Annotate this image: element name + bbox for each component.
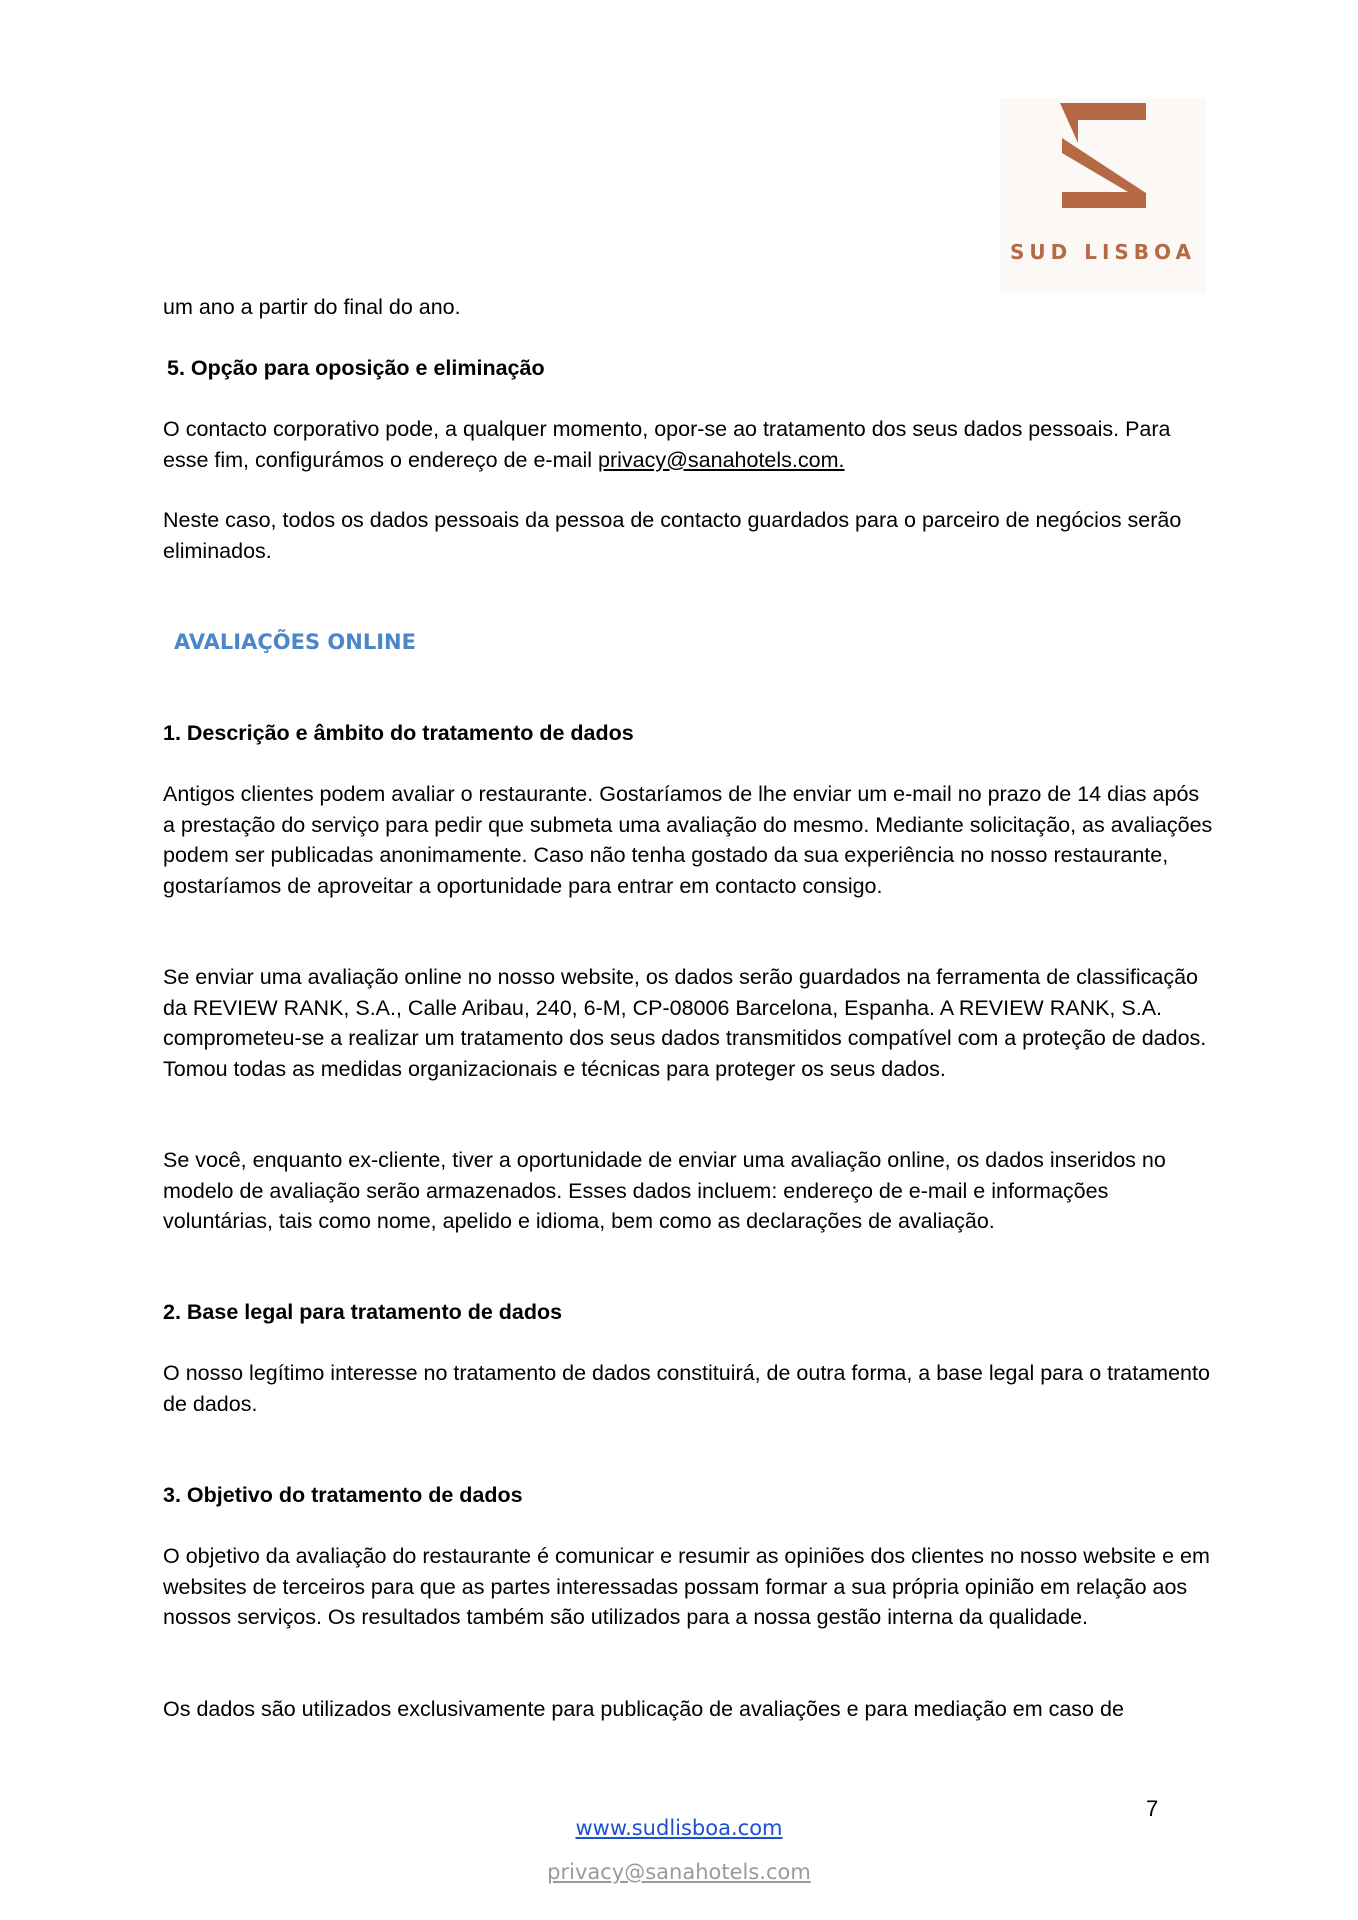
paragraph: O nosso legítimo interesse no tratamento de dados constituirá, de outra forma, a base legal para o tratamento de dados. [163, 1361, 1210, 1416]
section-heading: 2. Base legal para tratamento de dados [163, 1300, 563, 1324]
paragraph: O objetivo da avaliação do restaurante é comunicar e resumir as opiniões dos clientes no nosso website e em websites de terceiros para que as partes interessadas possam formar a sua própria opinião em relação aos nossos serviços. Os resultados também são utilizados para a nossa gestão interna da qualidade. [163, 1544, 1210, 1629]
s-monogram-icon [1000, 98, 1206, 238]
heading-description [163, 718, 1213, 749]
heading-objective [163, 1480, 1213, 1511]
privacy-email-link[interactable]: privacy@sanahotels.com. [598, 447, 845, 472]
objective-paragraph-1 [163, 1541, 1213, 1633]
footer-website-link[interactable]: www.sudlisboa.com [575, 1816, 783, 1840]
paragraph: Neste caso, todos os dados pessoais da pessoa de contacto guardados para o parceiro de negócios serão eliminados. [163, 508, 1182, 563]
paragraph-text: O contacto corporativo pode, a qualquer momento, opor-se ao tratamento dos seus dados pessoais. Para esse fim, configurámos o endereço de e-mail [163, 417, 1171, 472]
paragraph: Antigos clientes podem avaliar o restaurante. Gostaríamos de lhe enviar um e-mail no prazo de 14 dias após a prestação do serviço para pedir que submeta uma avaliação do mesmo. Mediante solicitação, as avaliações podem ser publicadas anonimamente. Caso não tenha gostado da sua experiência no nosso restaurante, gostaríamos de aproveitar a oportunidade para entrar em contacto consigo. [163, 782, 1213, 898]
footer-email-link[interactable]: privacy@sanahotels.com [547, 1860, 811, 1884]
logo-wordmark: SUD LISBOA [1010, 240, 1196, 264]
opposition-paragraph-1 [163, 414, 1213, 475]
section-heading: 5. Opção para oposição e eliminação [167, 356, 545, 380]
paragraph [163, 414, 1213, 475]
opposition-paragraph-2 [163, 505, 1213, 566]
section-heading: 3. Objetivo do tratamento de dados [163, 1483, 523, 1507]
page-number: 7 [1146, 1796, 1159, 1821]
paragraph: Se enviar uma avaliação online no nosso website, os dados serão guardados na ferramenta de classificação da REVIEW RANK, S.A., Calle Aribau, 240, 6-M, CP-08006 Barcelona, Espanha. A REVIEW RANK, S.A. comprometeu-se a realizar um tratamento dos seus dados transmitidos compatível com a proteção de dados. Tomou todas as medidas organizacionais e técnicas para proteger os seus dados. [163, 965, 1207, 1081]
section-title-online-reviews: AVALIAÇÕES ONLINE [174, 630, 416, 654]
heading-opposition [167, 353, 1217, 384]
description-paragraph-3 [163, 1145, 1213, 1237]
paragraph: um ano a partir do final do ano. [163, 295, 461, 319]
paragraph: Se você, enquanto ex-cliente, tiver a oportunidade de enviar uma avaliação online, os dados inseridos no modelo de avaliação serão armazenados. Esses dados incluem: endereço de e-mail e informações voluntárias, tais como nome, apelido e idioma, bem como as declarações de avaliação. [163, 1148, 1166, 1233]
legal-basis-paragraph [163, 1358, 1213, 1419]
section-heading: 1. Descrição e âmbito do tratamento de dados [163, 721, 634, 745]
sud-lisboa-logo [1000, 98, 1206, 293]
previous-page-tail [163, 292, 1213, 323]
paragraph: Os dados são utilizados exclusivamente para publicação de avaliações e para mediação em caso de [163, 1697, 1124, 1721]
description-paragraph-1 [163, 779, 1213, 901]
description-paragraph-2 [163, 962, 1213, 1084]
heading-legal-basis [163, 1297, 1213, 1328]
objective-paragraph-2 [163, 1694, 1213, 1725]
